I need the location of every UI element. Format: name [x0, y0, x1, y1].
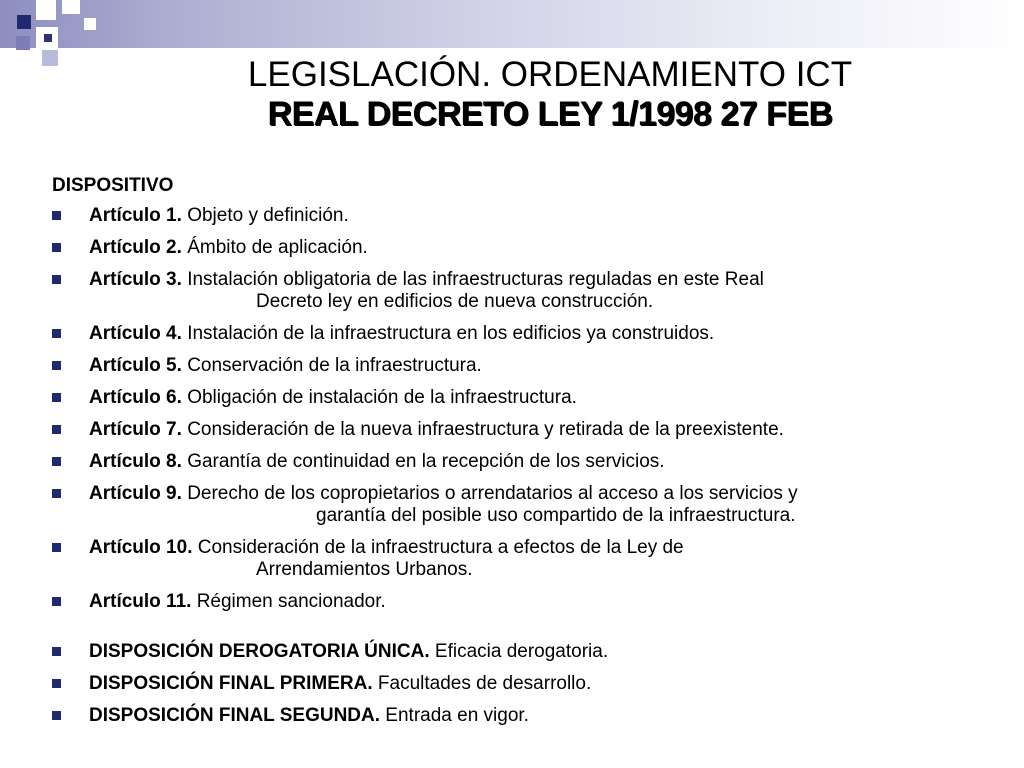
list-item-article-6	[52, 387, 1012, 409]
disposition-text: Facultades de desarrollo.	[377, 673, 592, 694]
decorative-square	[36, 0, 56, 20]
decorative-square	[63, 22, 79, 38]
list-item-article-3	[52, 269, 1012, 313]
article-label: Artículo 7.	[89, 419, 182, 440]
article-text: Instalación obligatoria de las infraestructuras reguladas en este Real	[187, 269, 764, 290]
slide-content	[52, 175, 1012, 737]
article-text: Ámbito de aplicación.	[187, 237, 368, 258]
article-label: Artículo 11.	[89, 591, 192, 612]
list-item-article-1	[52, 205, 1012, 227]
article-label: Artículo 5.	[89, 355, 182, 376]
decorative-square	[16, 36, 30, 50]
article-text: Derecho de los copropietarios o arrendatarios al acceso a los servicios y	[187, 483, 798, 504]
article-text-continuation: garantía del posible uso compartido de la infraestructura.	[316, 505, 796, 526]
list-item-disposition-final-segunda	[52, 705, 1012, 727]
list-item-article-7	[52, 419, 1012, 441]
list-item-article-4	[52, 323, 1012, 345]
list-item-disposition-derogatoria	[52, 641, 1012, 663]
articles-list	[52, 205, 1012, 613]
list-item-article-9	[52, 483, 1012, 527]
article-text: Objeto y definición.	[187, 205, 349, 226]
article-text: Consideración de la infraestructura a efectos de la Ley de	[197, 537, 684, 558]
article-text: Garantía de continuidad en la recepción de los servicios.	[187, 451, 665, 472]
decorative-square	[42, 50, 58, 66]
article-text: Régimen sancionador.	[196, 591, 386, 612]
square-bullet-icon	[52, 711, 61, 720]
list-spacer	[52, 623, 1012, 641]
square-bullet-icon	[52, 679, 61, 688]
article-text: Consideración de la nueva infraestructura y retirada de la preexistente.	[187, 419, 784, 440]
square-bullet-icon	[52, 597, 61, 606]
article-label: Artículo 4.	[89, 323, 182, 344]
article-label: Artículo 6.	[89, 387, 182, 408]
list-item-article-10	[52, 537, 1012, 581]
disposition-label: DISPOSICIÓN DEROGATORIA ÚNICA.	[89, 641, 430, 662]
list-item-article-8	[52, 451, 1012, 473]
square-bullet-icon	[52, 243, 61, 252]
square-bullet-icon	[52, 329, 61, 338]
article-text: Obligación de instalación de la infraestructura.	[187, 387, 577, 408]
decorative-top-band	[0, 0, 1024, 48]
list-item-article-2	[52, 237, 1012, 259]
section-heading: DISPOSITIVO	[52, 175, 174, 196]
list-item-article-11	[52, 591, 1012, 613]
article-label: Artículo 2.	[89, 237, 182, 258]
square-bullet-icon	[52, 425, 61, 434]
article-label: Artículo 8.	[89, 451, 182, 472]
disposition-label: DISPOSICIÓN FINAL SEGUNDA.	[89, 705, 381, 726]
square-bullet-icon	[52, 457, 61, 466]
list-item-article-5	[52, 355, 1012, 377]
decorative-square	[62, 0, 80, 14]
title-line-1: LEGISLACIÓN. ORDENAMIENTO ICT	[247, 55, 853, 94]
title-line-2: REAL DECRETO LEY 1/1998 27 FEB	[267, 95, 833, 133]
square-bullet-icon	[52, 543, 61, 552]
square-bullet-icon	[52, 361, 61, 370]
square-bullet-icon	[52, 211, 61, 220]
article-label: Artículo 1.	[89, 205, 182, 226]
list-item-disposition-final-primera	[52, 673, 1012, 695]
article-text: Instalación de la infraestructura en los edificios ya construidos.	[187, 323, 715, 344]
square-bullet-icon	[52, 275, 61, 284]
article-label: Artículo 9.	[89, 483, 182, 504]
square-bullet-icon	[52, 393, 61, 402]
decorative-square	[17, 15, 31, 29]
dispositions-list	[52, 641, 1012, 727]
disposition-text: Entrada en vigor.	[385, 705, 529, 726]
slide-title	[120, 56, 980, 134]
decorative-square	[84, 18, 96, 30]
article-label: Artículo 3.	[89, 269, 182, 290]
article-text: Conservación de la infraestructura.	[187, 355, 482, 376]
square-bullet-icon	[52, 647, 61, 656]
disposition-label: DISPOSICIÓN FINAL PRIMERA.	[89, 673, 373, 694]
article-text-continuation: Arrendamientos Urbanos.	[256, 559, 473, 580]
article-text-continuation: Decreto ley en edificios de nueva construcción.	[256, 291, 654, 312]
square-bullet-icon	[52, 489, 61, 498]
article-label: Artículo 10.	[89, 537, 193, 558]
disposition-text: Eficacia derogatoria.	[434, 641, 609, 662]
decorative-square	[44, 34, 52, 42]
